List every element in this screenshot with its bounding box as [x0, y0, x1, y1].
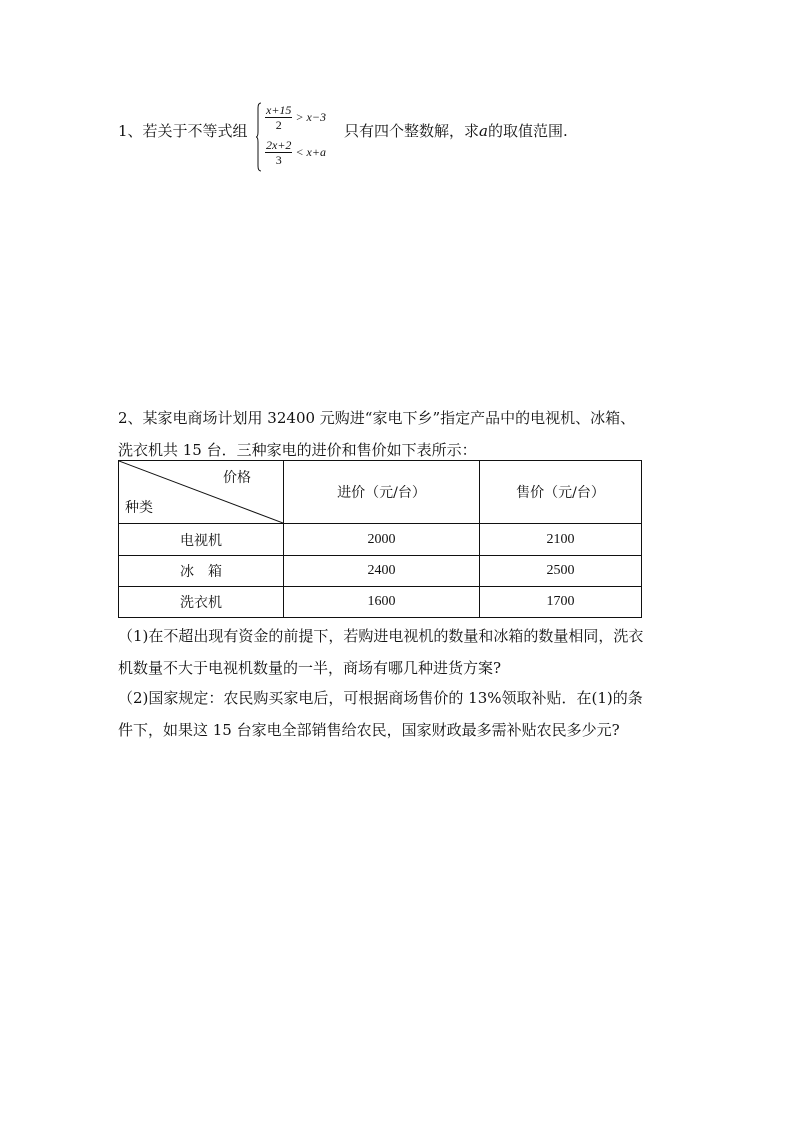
fraction-2	[265, 138, 292, 167]
price-table	[118, 460, 642, 618]
fraction-2-numerator: 2x+2	[266, 138, 292, 152]
fraction-2-denominator: 3	[275, 153, 282, 167]
table-header-buy-price: 进价（元/台）	[283, 460, 480, 524]
table-row-name: 电视机	[118, 523, 284, 556]
table-corner-price-label: 价格	[223, 470, 251, 486]
inequality-1-relation: > x−3	[295, 110, 326, 124]
question-1	[118, 100, 718, 180]
question-2-line-2: 洗衣机共 15 台．三种家电的进价和售价如下表所示：	[118, 441, 477, 459]
inequality-1	[265, 103, 326, 132]
table-row-buy: 2000	[283, 523, 480, 556]
table-corner-type-label: 种类	[125, 500, 153, 516]
table-row-name: 冰 箱	[118, 555, 284, 587]
question-2-line-1: 2、某家电商场计划用 32400 元购进“家电下乡”指定产品中的电视机、冰箱、	[118, 409, 636, 427]
question-2	[118, 402, 678, 466]
question-1-tail	[344, 120, 568, 141]
sub-question-2-line-2: 件下，如果这 15 台家电全部销售给农民，国家财政最多需补贴农民多少元?	[118, 721, 620, 739]
sub-question-1	[118, 620, 688, 684]
table-row-sell: 1700	[479, 586, 642, 618]
sub-question-1-line-2: 机数量不大于电视机数量的一半，商场有哪几种进货方案?	[118, 659, 502, 677]
fraction-1-denominator: 2	[275, 118, 282, 132]
table-row-buy: 1600	[283, 586, 480, 618]
question-1-tail-post: 的取值范围.	[487, 122, 568, 140]
table-row-sell: 2500	[479, 555, 642, 587]
table-row-sell: 2100	[479, 523, 642, 556]
question-1-tail-pre: 只有四个整数解，求	[344, 122, 480, 140]
fraction-1	[265, 103, 292, 132]
left-brace-icon	[256, 102, 262, 172]
fraction-1-numerator: x+15	[266, 103, 292, 117]
table-row-name: 洗衣机	[118, 586, 284, 618]
table-header-sell-price: 售价（元/台）	[479, 460, 642, 524]
inequality-2-relation: < x+a	[295, 145, 326, 159]
question-1-variable: a	[479, 122, 488, 140]
sub-question-2	[118, 682, 688, 746]
question-1-lead: 1、若关于不等式组	[118, 122, 248, 140]
sub-question-1-line-1: （1)在不超出现有资金的前提下，若购进电视机的数量和冰箱的数量相同，洗衣	[118, 627, 644, 645]
inequality-2	[265, 138, 326, 167]
sub-question-2-line-1: （2)国家规定：农民购买家电后，可根据商场售价的 13%领取补贴．在(1)的条	[118, 689, 643, 707]
table-row-buy: 2400	[283, 555, 480, 587]
table-corner-cell	[118, 460, 284, 524]
